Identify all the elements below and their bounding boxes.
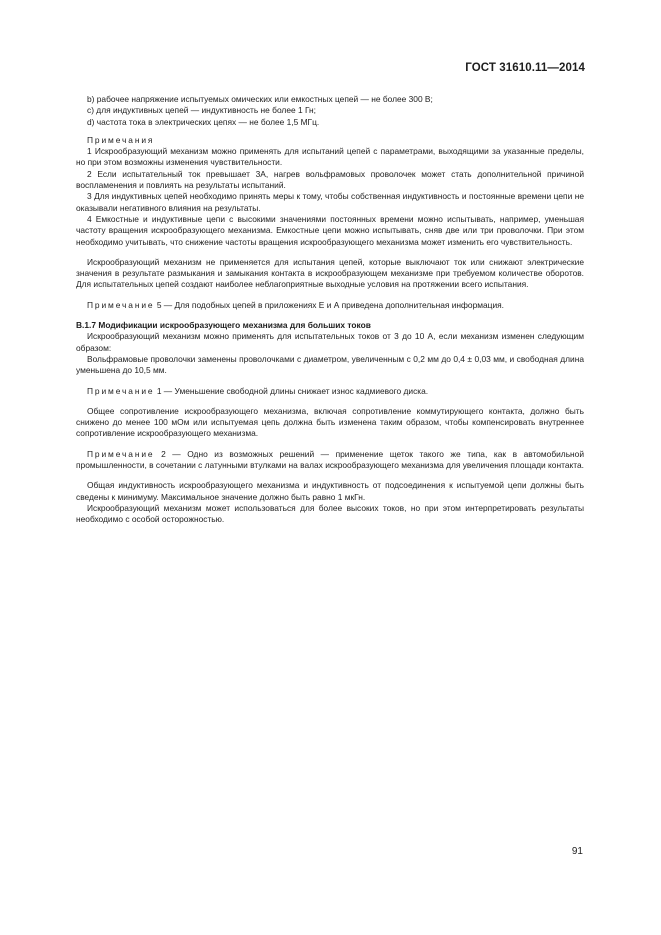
list-item: c) для индуктивных цепей — индуктивность не более 1 Гн;: [87, 105, 316, 116]
note-1: 1 Искрообразующий механизм можно применять для испытаний цепей с параметрами, выходящими за указанные пределы, но при этом возможны изменения чувствительности.: [76, 146, 584, 168]
note-3: 3 Для индуктивных цепей необходимо принять меры к тому, чтобы собственная индуктивность и постоянные времени цепи не оказывали негативного влияния на результаты.: [76, 191, 584, 213]
note-label: Примечание: [87, 385, 155, 396]
paragraph: Искрообразующий механизм можно применять для испытательных токов от 3 до 10 А, если механизм изменен следующим образом:: [76, 331, 584, 353]
note-text: 2 — Одно из возможных решений — применение щеток такого же типа, как в автомобильной промышленности, в сочетании с латунными втулками на валах искрообразующего механизма для увеличения площади контакта.: [76, 448, 585, 471]
note-s1: [76, 386, 584, 397]
list-item: d) частота тока в электрических цепях — не более 1,5 МГц.: [87, 116, 320, 127]
note-s2: [76, 449, 584, 472]
note-text: 5 — Для подобных цепей в приложениях Е и А приведена дополнительная информация.: [156, 299, 504, 310]
note-4: 4 Емкостные и индуктивные цепи с высокими значениями постоянных времени можно испытывать, например, уменьшая частоту вращения искрообразующего механизма. Емкостные цепи можно испытывать, сняв две или три проволочки. При этом необходимо учитывать, что снижение частоты вращения искрообразующего механизма может изменить его чувствительность.: [76, 213, 584, 247]
section-title: В.1.7 Модификации искрообразующего механизма для больших токов: [76, 320, 371, 331]
note-label: Примечание: [87, 299, 155, 310]
page-body: [76, 94, 584, 526]
note-text: 1 — Уменьшение свободной длины снижает износ кадмиевого диска.: [156, 385, 429, 396]
paragraph: Искрообразующий механизм не применяется для испытания цепей, которые выключают ток или снижают электрические значения в результате размыкания и замыкания контакта в искрообразующем механизме при требуемом количестве оборотов. Для испытательных цепей создают наиболее неблагоприятные выходные условия на протяжении всего испытания.: [76, 256, 584, 290]
paragraph: Вольфрамовые проволочки заменены проволочками с диаметром, увеличенным с 0,2 мм до 0,4 ± 0,03 мм, и свободная длина уменьшена до 10,5 мм.: [76, 353, 584, 376]
page-number: 91: [571, 846, 583, 857]
document-code: ГОСТ 31610.11—2014: [465, 62, 585, 74]
notes-heading: Примечания: [87, 134, 155, 145]
list-item: b) рабочее напряжение испытуемых омических или емкостных цепей — не более 300 В;: [87, 94, 433, 104]
paragraph: Общее сопротивление искрообразующего механизма, включая сопротивление коммутирующего контакта, должно быть снижено до менее 100 мОм или испытуемая цепь должна быть изменена таким образом, чтобы компенсировать внутреннее сопротивление искрообразующего механизма.: [76, 405, 584, 439]
note-2: 2 Если испытательный ток превышает 3А, нагрев вольфрамовых проволочек может стать дополнительной причиной воспламенения и повлиять на результаты испытаний.: [76, 168, 584, 191]
paragraph: Искрообразующий механизм может использоваться для более высоких токов, но при этом интерпретировать результаты необходимо с особой осторожностью.: [76, 502, 584, 525]
note-label: Примечание: [87, 448, 155, 459]
paragraph: Общая индуктивность искрообразующего механизма и индуктивность от подсоединения к испытуемой цепи должны быть сведены к минимуму. Максимальное значение должно быть равно 1 мкГн.: [76, 480, 584, 502]
note-5: [76, 300, 584, 311]
